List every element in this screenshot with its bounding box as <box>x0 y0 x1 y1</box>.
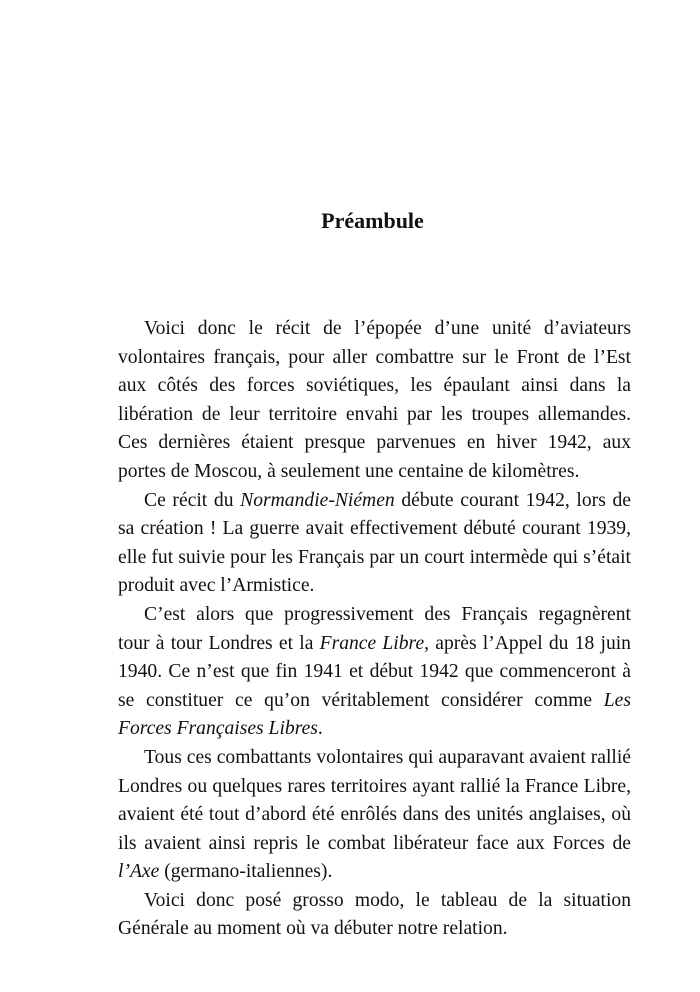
text-run: . <box>317 718 323 740</box>
text-run: Ce récit du <box>144 489 241 511</box>
body-text <box>118 315 631 944</box>
page-title: Préambule <box>321 208 424 233</box>
italic-text-run: l’Axe <box>118 861 160 883</box>
text-run: Tous ces combattants volontaires qui auparavant avaient rallié Londres ou quelques rares territoires ayant rallié la France Libre, avaient été tout d’abord été enrôlés dans des unités anglaises, où ils avaient ainsi repris le combat libérateur face aux Forces de <box>118 746 631 854</box>
text-run: Voici donc posé grosso modo, le tableau de la situation Générale au moment où va débuter notre relation. <box>118 889 631 940</box>
text-run: C’est alors que progressivement des Français regagnèrent tour à tour Londres et la <box>118 603 631 654</box>
text-run: Voici donc le récit de l’épopée d’une unité d’aviateurs volontaires français, pour aller combattre sur le Front de l’Est aux côtés des forces soviétiques, les épaulant ainsi dans la libération de leur territoire envahi par les troupes allemandes. Ces dernières étaient presque parvenues en hiver 1942, aux portes de Moscou, à seulement une centaine de kilomètres. <box>118 318 631 482</box>
paragraph-5 <box>118 887 631 944</box>
text-run: (germano-italiennes). <box>159 861 333 883</box>
italic-text-run: France Libre <box>319 632 425 654</box>
paragraph-1 <box>118 315 631 487</box>
italic-text-run: Les Forces Françaises Libres <box>118 689 631 740</box>
paragraph-2 <box>118 487 631 601</box>
text-run: débute courant 1942, lors de sa création ! La guerre avait effectivement débuté courant 1939, elle fut suivie pour les Français par un court intermède qui s’était produit avec l’Armistice. <box>118 489 631 597</box>
text-run: , après l’Appel du 18 juin 1940. Ce n’est que fin 1941 et début 1942 que commenceront à se constituer ce qu’on véritablement considérer comme <box>118 632 631 711</box>
paragraph-4 <box>118 744 631 887</box>
italic-text-run: Normandie-Niémen <box>240 489 395 511</box>
paragraph-3 <box>118 601 631 744</box>
